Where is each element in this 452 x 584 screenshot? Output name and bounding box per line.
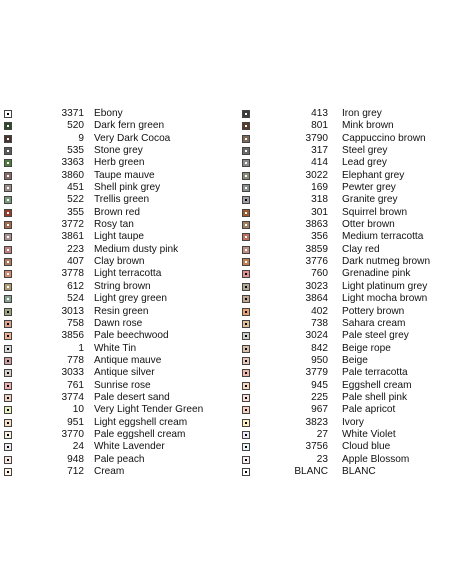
color-symbol-icon — [4, 283, 12, 291]
floss-code: 524 — [67, 293, 84, 305]
legend-row — [242, 441, 448, 453]
color-symbol-icon — [242, 295, 250, 303]
color-symbol-icon — [242, 308, 250, 316]
legend-row — [242, 330, 448, 342]
color-symbol-icon — [242, 270, 250, 278]
floss-code: 225 — [311, 391, 328, 403]
floss-code: 522 — [67, 194, 84, 206]
floss-name: Rosy tan — [94, 219, 134, 231]
legend-row — [4, 207, 224, 219]
color-symbol-icon — [4, 308, 12, 316]
legend-row — [4, 330, 224, 342]
color-symbol-icon — [242, 369, 250, 377]
color-symbol-icon — [4, 456, 12, 464]
color-symbol-icon — [242, 394, 250, 402]
floss-name: Herb green — [94, 157, 145, 169]
legend-row — [242, 194, 448, 206]
floss-code: 761 — [67, 379, 84, 391]
color-symbol-icon — [242, 135, 250, 143]
color-symbol-icon — [4, 209, 12, 217]
floss-name: Trellis green — [94, 194, 150, 206]
floss-code: 3022 — [305, 169, 328, 181]
floss-code: 3013 — [61, 305, 84, 317]
color-symbol-icon — [4, 233, 12, 241]
color-symbol-icon — [242, 209, 250, 217]
floss-name: Squirrel brown — [342, 206, 408, 218]
legend-row — [4, 170, 224, 182]
color-symbol-icon — [4, 270, 12, 278]
floss-code: 738 — [311, 317, 328, 329]
floss-name: Light mocha brown — [342, 293, 428, 305]
legend-row — [242, 219, 448, 231]
legend-row — [242, 429, 448, 441]
color-symbol-icon — [4, 196, 12, 204]
floss-code: 414 — [311, 157, 328, 169]
floss-name: Dark fern green — [94, 120, 165, 132]
floss-name: Shell pink grey — [94, 182, 161, 194]
floss-name: Sunrise rose — [94, 379, 151, 391]
color-symbol-icon — [242, 382, 250, 390]
floss-name: Very Dark Cocoa — [94, 132, 171, 144]
floss-name: Sahara cream — [342, 317, 406, 329]
floss-name: String brown — [94, 280, 151, 292]
floss-name: White Tin — [94, 342, 137, 354]
color-symbol-icon — [242, 122, 250, 130]
floss-name: Pale steel grey — [342, 330, 409, 342]
floss-code: 760 — [311, 268, 328, 280]
color-symbol-icon — [4, 431, 12, 439]
floss-name: Antique mauve — [94, 354, 162, 366]
floss-code: 318 — [311, 194, 328, 206]
color-symbol-icon — [4, 468, 12, 476]
floss-name: Light grey green — [94, 293, 167, 305]
floss-code: 317 — [311, 145, 328, 157]
floss-name: Stone grey — [94, 145, 143, 157]
floss-code: 842 — [311, 342, 328, 354]
color-symbol-icon — [4, 221, 12, 229]
color-symbol-icon — [4, 332, 12, 340]
legend-row — [4, 145, 224, 157]
color-symbol-icon — [242, 320, 250, 328]
legend-row — [4, 318, 224, 330]
legend-row — [242, 454, 448, 466]
color-symbol-icon — [242, 419, 250, 427]
legend-row — [4, 380, 224, 392]
legend-row — [242, 466, 448, 478]
floss-code: 948 — [67, 453, 84, 465]
color-symbol-icon — [4, 369, 12, 377]
floss-code: 413 — [311, 108, 328, 119]
floss-code: 3371 — [61, 108, 84, 119]
legend-row — [242, 145, 448, 157]
floss-code: 355 — [67, 206, 84, 218]
floss-code: 451 — [67, 182, 84, 194]
color-symbol-icon — [4, 246, 12, 254]
color-symbol-icon — [242, 159, 250, 167]
color-symbol-icon — [4, 172, 12, 180]
floss-name: Lead grey — [342, 157, 387, 169]
color-symbol-icon — [242, 110, 250, 118]
floss-code: 3033 — [61, 367, 84, 379]
floss-code: 3023 — [305, 280, 328, 292]
color-symbol-icon — [242, 283, 250, 291]
floss-code: 945 — [311, 379, 328, 391]
color-symbol-icon — [242, 196, 250, 204]
floss-code: 407 — [67, 256, 84, 268]
color-symbol-icon — [242, 468, 250, 476]
floss-code: 301 — [311, 206, 328, 218]
floss-name: Granite grey — [342, 194, 398, 206]
legend-row — [242, 256, 448, 268]
floss-code: 3859 — [305, 243, 328, 255]
color-symbol-icon — [4, 110, 12, 118]
floss-name: Pale eggshell cream — [94, 428, 186, 440]
floss-code: 712 — [67, 465, 84, 477]
legend-row — [242, 343, 448, 355]
floss-code: 3823 — [305, 416, 328, 428]
color-symbol-icon — [4, 184, 12, 192]
legend-row — [4, 367, 224, 379]
color-symbol-icon — [4, 406, 12, 414]
legend-row — [4, 404, 224, 416]
floss-code: 967 — [311, 404, 328, 416]
color-symbol-icon — [242, 233, 250, 241]
legend-row — [4, 108, 224, 120]
floss-code: 3861 — [61, 231, 84, 243]
floss-code: 23 — [316, 453, 328, 465]
legend-row — [4, 417, 224, 429]
floss-name: Brown red — [94, 206, 141, 218]
color-symbol-icon — [4, 419, 12, 427]
floss-code: 3778 — [61, 268, 84, 280]
floss-name: Medium dusty pink — [94, 243, 179, 255]
floss-code: 24 — [72, 441, 84, 453]
floss-code: 3790 — [305, 132, 328, 144]
color-symbol-icon — [242, 431, 250, 439]
color-symbol-icon — [242, 147, 250, 155]
color-symbol-icon — [4, 258, 12, 266]
color-symbol-icon — [242, 221, 250, 229]
floss-name: Otter brown — [342, 219, 395, 231]
legend-row — [4, 256, 224, 268]
legend-row — [242, 293, 448, 305]
floss-name: Light terracotta — [94, 268, 162, 280]
legend-row — [242, 392, 448, 404]
legend-row — [4, 133, 224, 145]
floss-code: 3779 — [305, 367, 328, 379]
legend-row — [242, 108, 448, 120]
floss-code: 3863 — [305, 219, 328, 231]
legend-row — [242, 355, 448, 367]
floss-code: 3864 — [305, 293, 328, 305]
legend-row — [242, 380, 448, 392]
floss-code: 950 — [311, 354, 328, 366]
color-symbol-icon — [4, 357, 12, 365]
floss-name: Mink brown — [342, 120, 394, 132]
floss-name: White Violet — [342, 428, 396, 440]
floss-name: Ebony — [94, 108, 123, 119]
color-symbol-icon — [242, 443, 250, 451]
floss-name: BLANC — [342, 465, 376, 477]
color-symbol-icon — [4, 394, 12, 402]
floss-code: 3756 — [305, 441, 328, 453]
floss-code: BLANC — [294, 465, 328, 477]
floss-code: 27 — [316, 428, 328, 440]
floss-name: Resin green — [94, 305, 149, 317]
color-symbol-icon — [242, 258, 250, 266]
floss-name: Very Light Tender Green — [94, 404, 204, 416]
floss-code: 3770 — [61, 428, 84, 440]
color-symbol-icon — [242, 184, 250, 192]
floss-name: Pale desert sand — [94, 391, 170, 403]
floss-code: 758 — [67, 317, 84, 329]
legend-row — [242, 157, 448, 169]
color-symbol-icon — [242, 172, 250, 180]
floss-code: 169 — [311, 182, 328, 194]
floss-name: Cappuccino brown — [342, 132, 426, 144]
color-symbol-icon — [242, 332, 250, 340]
color-symbol-icon — [4, 345, 12, 353]
legend-row — [242, 281, 448, 293]
color-symbol-icon — [4, 320, 12, 328]
floss-code: 535 — [67, 145, 84, 157]
floss-code: 3776 — [305, 256, 328, 268]
floss-name: Pewter grey — [342, 182, 396, 194]
floss-code: 402 — [311, 305, 328, 317]
color-symbol-icon — [242, 406, 250, 414]
floss-name: Eggshell cream — [342, 379, 412, 391]
legend-row — [4, 429, 224, 441]
floss-name: Beige rope — [342, 342, 391, 354]
legend-row — [4, 306, 224, 318]
floss-code: 520 — [67, 120, 84, 132]
legend-row — [4, 231, 224, 243]
floss-code: 10 — [72, 404, 84, 416]
legend-row — [242, 318, 448, 330]
legend-row — [4, 194, 224, 206]
legend-row — [4, 219, 224, 231]
legend-row — [242, 170, 448, 182]
floss-code: 3363 — [61, 157, 84, 169]
floss-code: 951 — [67, 416, 84, 428]
floss-name: Elephant grey — [342, 169, 405, 181]
legend-row — [4, 293, 224, 305]
floss-code: 3860 — [61, 169, 84, 181]
floss-name: Taupe mauve — [94, 169, 155, 181]
color-symbol-icon — [4, 135, 12, 143]
floss-name: White Lavender — [94, 441, 165, 453]
floss-name: Ivory — [342, 416, 364, 428]
floss-name: Iron grey — [342, 108, 382, 119]
legend-row — [4, 244, 224, 256]
floss-code: 3774 — [61, 391, 84, 403]
floss-name: Dawn rose — [94, 317, 143, 329]
floss-name: Pale terracotta — [342, 367, 408, 379]
floss-name: Pale shell pink — [342, 391, 408, 403]
legend-column-right — [242, 108, 448, 478]
legend-row — [242, 182, 448, 194]
floss-code: 778 — [67, 354, 84, 366]
legend-row — [4, 454, 224, 466]
legend-row — [242, 268, 448, 280]
legend-row — [242, 207, 448, 219]
legend-row — [242, 404, 448, 416]
color-symbol-icon — [242, 246, 250, 254]
legend-row — [242, 244, 448, 256]
color-symbol-icon — [242, 345, 250, 353]
floss-code: 3856 — [61, 330, 84, 342]
floss-name: Beige — [342, 354, 368, 366]
legend-row — [242, 231, 448, 243]
legend-row — [242, 417, 448, 429]
floss-name: Apple Blossom — [342, 453, 410, 465]
legend-row — [4, 441, 224, 453]
floss-code: 3772 — [61, 219, 84, 231]
legend-row — [242, 367, 448, 379]
floss-name: Pale peach — [94, 453, 145, 465]
floss-name: Clay red — [342, 243, 380, 255]
legend-row — [4, 157, 224, 169]
floss-name: Cream — [94, 465, 125, 477]
color-symbol-icon — [242, 456, 250, 464]
floss-name: Pale beechwood — [94, 330, 169, 342]
legend-row — [4, 355, 224, 367]
legend-row — [242, 306, 448, 318]
color-symbol-icon — [4, 382, 12, 390]
color-symbol-icon — [4, 122, 12, 130]
floss-name: Light eggshell cream — [94, 416, 188, 428]
floss-name: Dark nutmeg brown — [342, 256, 431, 268]
legend-row — [242, 120, 448, 132]
legend-row — [4, 182, 224, 194]
floss-code: 612 — [67, 280, 84, 292]
floss-name: Pottery brown — [342, 305, 405, 317]
floss-name: Steel grey — [342, 145, 388, 157]
floss-name: Light taupe — [94, 231, 144, 243]
floss-name: Pale apricot — [342, 404, 396, 416]
color-symbol-icon — [4, 159, 12, 167]
floss-code: 1 — [78, 342, 84, 354]
color-symbol-icon — [242, 357, 250, 365]
legend-row — [242, 133, 448, 145]
floss-name: Cloud blue — [342, 441, 391, 453]
floss-name: Medium terracotta — [342, 231, 424, 243]
floss-code: 801 — [311, 120, 328, 132]
floss-name: Light platinum grey — [342, 280, 428, 292]
floss-name: Clay brown — [94, 256, 145, 268]
legend-row — [4, 392, 224, 404]
floss-code: 356 — [311, 231, 328, 243]
floss-name: Antique silver — [94, 367, 155, 379]
legend-row — [4, 268, 224, 280]
legend-row — [4, 120, 224, 132]
color-symbol-icon — [4, 295, 12, 303]
floss-name: Grenadine pink — [342, 268, 411, 280]
color-symbol-icon — [4, 443, 12, 451]
floss-code: 223 — [67, 243, 84, 255]
legend-row — [4, 343, 224, 355]
legend-column-left — [4, 108, 224, 478]
floss-code: 3024 — [305, 330, 328, 342]
floss-code: 9 — [78, 132, 84, 144]
color-symbol-icon — [4, 147, 12, 155]
legend-row — [4, 466, 224, 478]
legend-row — [4, 281, 224, 293]
